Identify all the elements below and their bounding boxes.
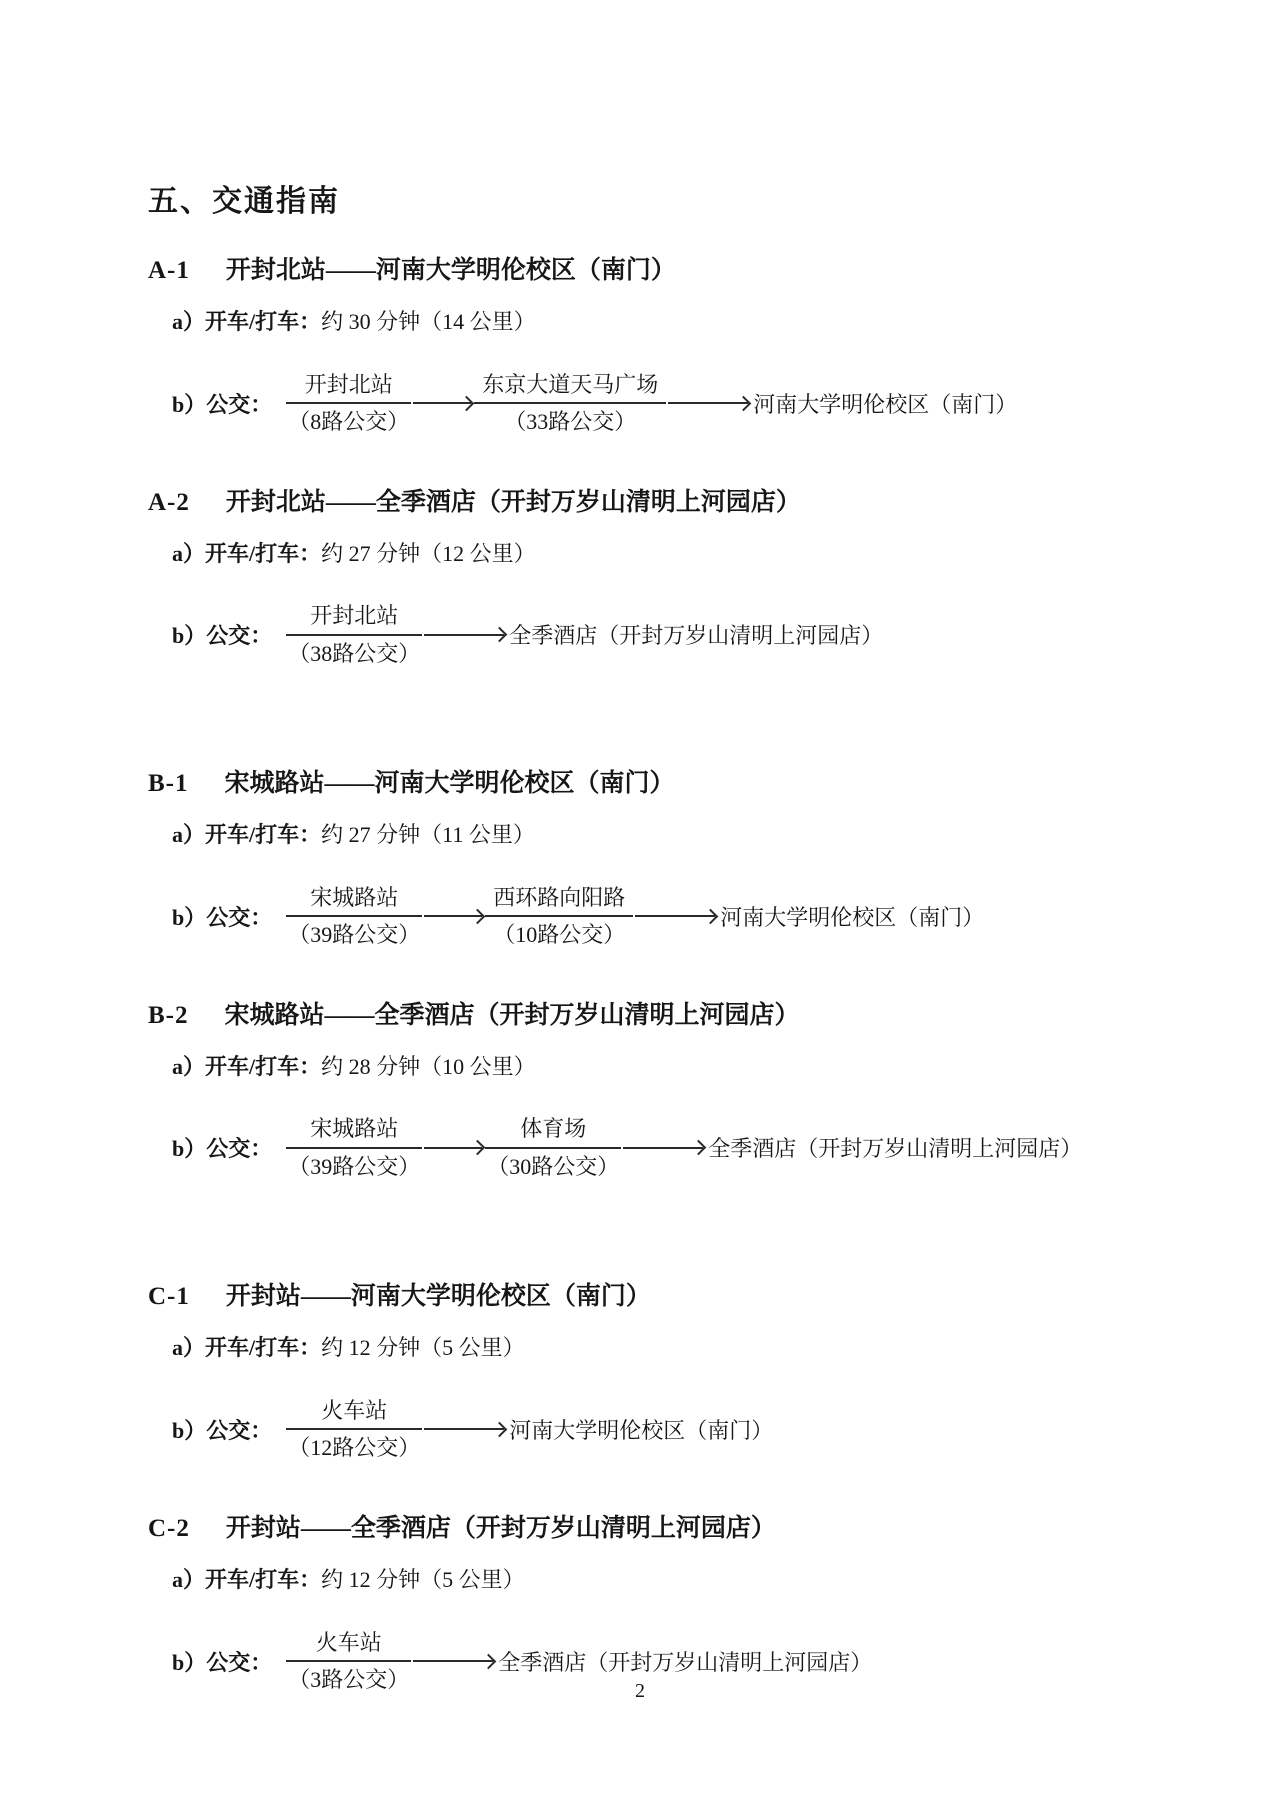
bus-stop [286, 371, 411, 436]
stop-name: 西环路向阳路 [485, 884, 633, 918]
bus-stop [485, 884, 633, 949]
page-number: 2 [635, 1680, 645, 1702]
stop-line: （39路公交） [288, 1153, 421, 1179]
stop-name: 开封北站 [286, 371, 411, 405]
stop-line: （12路公交） [288, 1435, 421, 1461]
bus-label: b）公交： [172, 904, 273, 930]
section-heading [148, 1508, 1220, 1544]
bus-route [172, 371, 1220, 436]
stop-line: （33路公交） [504, 409, 637, 435]
drive-line [172, 1334, 1220, 1363]
route-arrow-icon [413, 1656, 494, 1667]
section-b2 [148, 995, 1220, 1181]
drive-line [172, 308, 1220, 337]
bus-label: b）公交： [172, 1136, 273, 1162]
route-arrow-icon [413, 398, 472, 409]
stop-line: （38路公交） [288, 640, 421, 666]
section-title: 开封北站——河南大学明伦校区（南门） [225, 257, 676, 284]
drive-label: a）开车/打车： [172, 1053, 322, 1079]
stop-name: 宋城路站 [286, 884, 422, 918]
drive-value: 约 12 分钟（5 公里） [321, 1335, 525, 1361]
page-title: 五、交通指南 [148, 185, 340, 218]
drive-label: a）开车/打车： [172, 1566, 322, 1592]
section-heading [148, 250, 1220, 286]
stop-line: （30路公交） [487, 1153, 620, 1179]
section-heading [148, 763, 1220, 799]
section-heading [148, 1276, 1220, 1312]
stop-name: 火车站 [286, 1397, 422, 1431]
drive-value: 约 27 分钟（11 公里） [321, 822, 535, 848]
route-destination: 全季酒店（开封万岁山清明上河园店） [509, 623, 884, 649]
section-id: C-2 [148, 1514, 190, 1542]
drive-label: a）开车/打车： [172, 540, 322, 566]
route-destination: 全季酒店（开封万岁山清明上河园店） [708, 1136, 1083, 1162]
stop-name: 体育场 [485, 1115, 621, 1149]
section-title: 开封站——全季酒店（开封万岁山清明上河园店） [225, 1514, 776, 1542]
bus-stop [286, 1115, 422, 1180]
drive-line [172, 1053, 1220, 1082]
route-destination: 河南大学明伦校区（南门） [753, 391, 1018, 417]
route-arrow-icon [668, 398, 749, 409]
section-a1 [148, 250, 1220, 436]
section-a2 [148, 482, 1220, 668]
section-title: 开封站——河南大学明伦校区（南门） [225, 1283, 651, 1311]
route-arrow-icon [623, 1142, 704, 1153]
drive-label: a）开车/打车： [172, 309, 322, 334]
drive-line [172, 540, 1220, 569]
section-heading [148, 482, 1220, 518]
section-id: A-2 [148, 488, 190, 516]
drive-value: 约 27 分钟（12 公里） [321, 540, 536, 566]
route-arrow-icon [635, 911, 716, 922]
route-arrow-icon [424, 911, 483, 922]
stop-name: 宋城路站 [286, 1115, 422, 1149]
bus-label: b）公交： [172, 1649, 273, 1675]
section-title: 开封北站——全季酒店（开封万岁山清明上河园店） [225, 488, 801, 516]
section-id: B-2 [148, 1001, 189, 1029]
route-arrow-icon [424, 1424, 505, 1435]
drive-line [172, 1566, 1220, 1595]
section-title: 宋城路站——河南大学明伦校区（南门） [224, 770, 675, 798]
drive-value: 约 30 分钟（14 公里） [321, 309, 536, 334]
stop-line: （10路公交） [493, 922, 626, 948]
drive-line [172, 821, 1220, 850]
drive-value: 约 12 分钟（5 公里） [321, 1566, 525, 1592]
section-heading [148, 995, 1220, 1031]
bus-label: b）公交： [172, 623, 273, 649]
bus-label: b）公交： [172, 391, 273, 417]
bus-route [172, 884, 1220, 949]
bus-route [172, 1397, 1220, 1462]
bus-stop [485, 1115, 621, 1180]
section-title: 宋城路站——全季酒店（开封万岁山清明上河园店） [224, 1001, 800, 1029]
stop-name: 火车站 [286, 1629, 411, 1663]
stop-line: （3路公交） [288, 1667, 410, 1693]
route-destination: 河南大学明伦校区（南门） [720, 904, 985, 930]
bus-stop [286, 884, 422, 949]
route-destination: 河南大学明伦校区（南门） [509, 1417, 774, 1443]
section-id: C-1 [148, 1283, 190, 1311]
stop-line: （39路公交） [288, 922, 421, 948]
section-b1 [148, 763, 1220, 949]
bus-stop [286, 1397, 422, 1462]
bus-label: b）公交： [172, 1417, 273, 1443]
section-c2 [148, 1508, 1220, 1694]
drive-value: 约 28 分钟（10 公里） [321, 1053, 536, 1079]
stop-name: 开封北站 [286, 602, 422, 636]
route-arrow-icon [424, 1142, 483, 1153]
drive-label: a）开车/打车： [172, 822, 322, 848]
stop-line: （8路公交） [288, 409, 410, 435]
drive-label: a）开车/打车： [172, 1335, 322, 1361]
bus-stop [286, 602, 422, 667]
section-id: A-1 [148, 257, 190, 284]
section-id: B-1 [148, 770, 189, 798]
bus-route [172, 1115, 1220, 1180]
route-arrow-icon [424, 629, 505, 640]
route-destination: 全季酒店（开封万岁山清明上河园店） [498, 1649, 873, 1675]
bus-stop [474, 371, 666, 436]
bus-route [172, 602, 1220, 667]
section-c1 [148, 1276, 1220, 1462]
stop-name: 东京大道天马广场 [474, 371, 666, 405]
